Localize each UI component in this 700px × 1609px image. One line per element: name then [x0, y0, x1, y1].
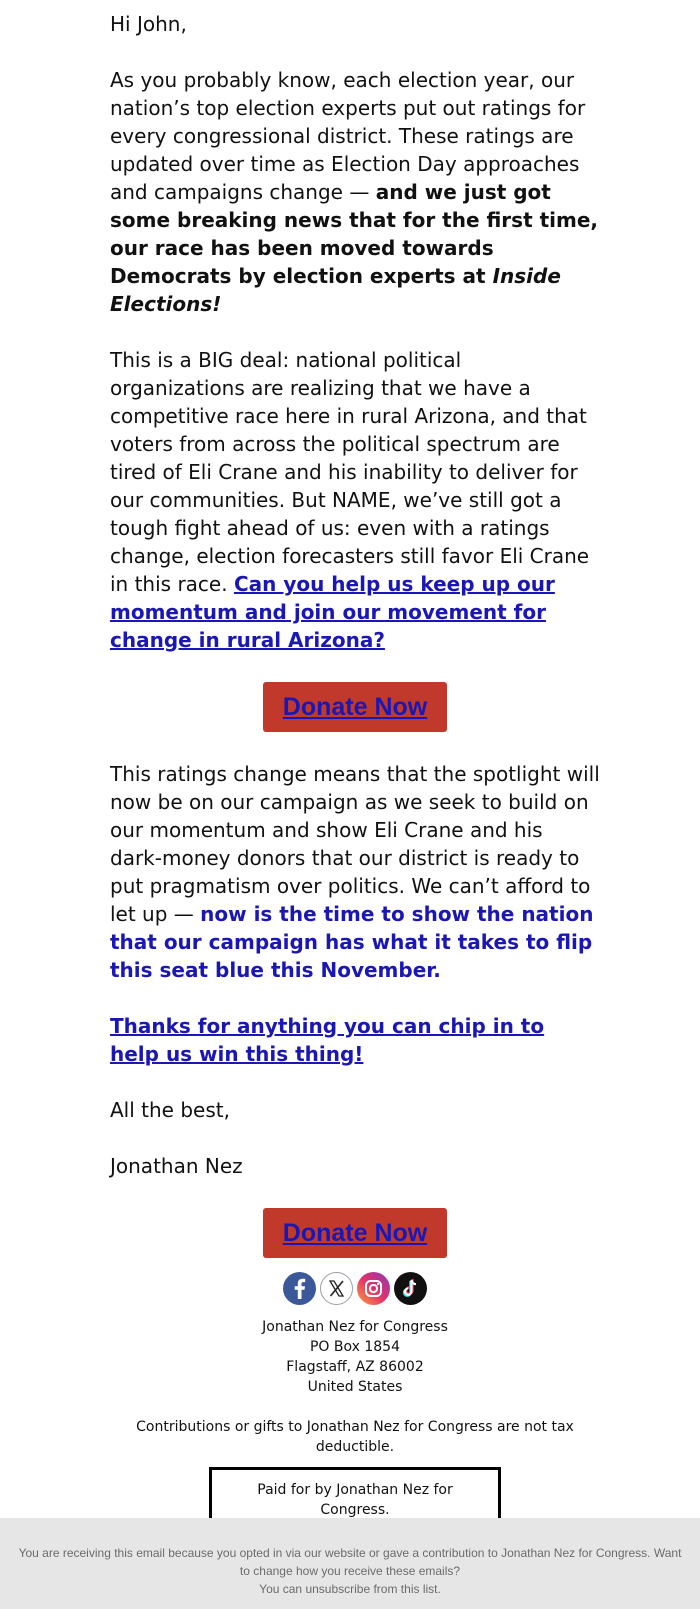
paragraph-spotlight — [110, 760, 600, 984]
greeting: Hi John, — [110, 12, 187, 36]
social-icons — [110, 1272, 600, 1305]
signature: Jonathan Nez — [110, 1154, 243, 1178]
email-footer — [0, 1518, 700, 1609]
big-deal-text: This is a BIG deal: national political organizations are realizing that we have a competitive race here in rural Arizona, and that voters from across the political spectrum are tired of Eli Crane and his inability to deliver for our communities. But NAME, we’ve still got a tough fight ahead of us: even with a ratings change, election forecasters still favor Eli Crane in this race. — [110, 348, 590, 596]
paragraph-thanks — [110, 1012, 600, 1068]
address-city: Flagstaff, AZ 86002 — [286, 1359, 424, 1375]
paid-for-box: Paid for by Jonathan Nez for Congress. — [209, 1467, 501, 1533]
signoff: All the best, — [110, 1098, 230, 1122]
tax-disclaimer: Contributions or gifts to Jonathan Nez for Congress are not tax deductible. — [136, 1419, 574, 1455]
inside-elections-text: Inside Elections! — [110, 264, 561, 316]
address-org: Jonathan Nez for Congress — [262, 1319, 448, 1335]
unsubscribe-text[interactable]: You can unsubscribe from this list. — [259, 1582, 441, 1596]
address-country: United States — [307, 1379, 403, 1395]
flip-seat-text: now is the time to show the nation that our campaign has what it takes to flip this seat blue this November. — [110, 902, 594, 982]
donate-button-container-bottom — [110, 1208, 600, 1258]
x-icon[interactable] — [320, 1272, 353, 1305]
ratings-intro-text: As you probably know, each election year, our nation’s top election experts put out ratings for every congressional district. These ratings are updated over time as Election Day approaches and campaigns change — — [110, 68, 586, 204]
facebook-icon[interactable] — [283, 1272, 316, 1305]
donate-button-container — [110, 682, 600, 732]
momentum-link[interactable]: Can you help us keep up our momentum and join our movement for change in rural Arizona? — [110, 572, 555, 652]
instagram-icon[interactable] — [357, 1272, 390, 1305]
donate-now-button[interactable]: Donate Now — [263, 682, 447, 732]
footer-optin-text: You are receiving this email because you opted in via our website or gave a contribution to Jonathan Nez for Congress. Want to change how you receive these emails? — [18, 1546, 682, 1578]
paragraph-ratings-news — [110, 66, 600, 318]
donate-now-button-bottom[interactable]: Donate Now — [263, 1208, 447, 1258]
mailing-address — [110, 1317, 600, 1397]
paragraph-big-deal — [110, 346, 600, 654]
breaking-news-text: and we just got some breaking news that for the first time, our race has been moved towards Democrats by election experts at — [110, 180, 599, 288]
email-body — [110, 10, 600, 1533]
spotlight-text: This ratings change means that the spotlight will now be on our campaign as we seek to build on our momentum and show Eli Crane and his dark-money donors that our district is ready to put pragmatism over politics. We can’t afford to let up — — [110, 762, 600, 926]
thanks-link[interactable]: Thanks for anything you can chip in to help us win this thing! — [110, 1014, 545, 1066]
tiktok-icon[interactable] — [394, 1272, 427, 1305]
address-po-box: PO Box 1854 — [309, 1339, 400, 1355]
